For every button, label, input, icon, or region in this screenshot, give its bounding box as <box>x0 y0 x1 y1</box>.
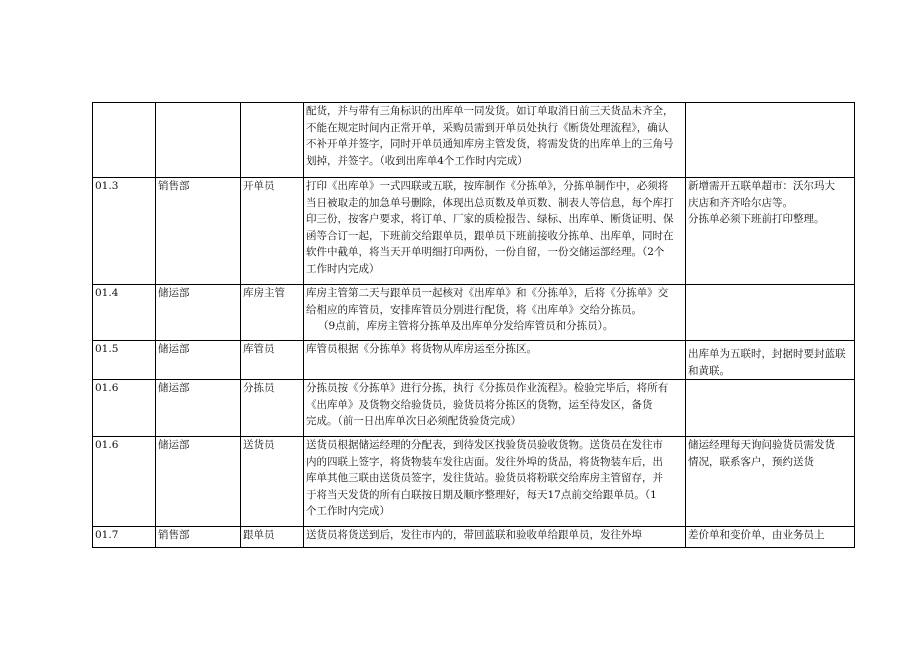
step-number-cell: 01.4 <box>93 285 156 341</box>
step-number-cell: 01.7 <box>93 527 156 548</box>
description-cell <box>304 527 686 548</box>
note-cell <box>686 527 855 548</box>
description-line: （9点前，库房主管将分拣单及出库单分发给库管员和分拣员）。 <box>318 320 614 332</box>
description-line: 不能在规定时间内正常开单，采购员需到开单员处执行《断货处理流程》，确认 <box>306 121 669 134</box>
department-cell: 储运部 <box>156 437 241 527</box>
description-cell <box>304 285 686 341</box>
table-row <box>93 341 855 380</box>
role-cell <box>241 103 304 178</box>
table-row <box>93 527 855 548</box>
table-row <box>93 103 855 178</box>
description-line: 库管员根据《分拣单》将货物从库房运至分拣区。 <box>306 343 537 355</box>
description-line: 当日被取走的加急单号删除，体现出总页数及单页数、制表人等信息，每个库打 <box>306 196 674 209</box>
description-cell <box>304 380 686 437</box>
description-line: 送货员将货送到后，发往市内的，带回蓝联和验收单给跟单员，发往外埠 <box>306 529 642 541</box>
role-cell: 送货员 <box>241 437 304 527</box>
description-line: 送货员根据储运经理的分配表，到待发区找验货员验收货物。送货员在发往市 <box>306 439 663 451</box>
description-line: 工作时内完成） <box>306 262 380 275</box>
table-row <box>93 285 855 341</box>
note-cell <box>686 341 855 380</box>
description-line: 给相应的库管员，安排库管员分别进行配货，将《出库单》交给分拣员。 <box>306 303 642 316</box>
description-line: 《出库单》及货物交给验货员，验货员将分拣区的货物，运至待发区，备货 <box>306 398 653 411</box>
table-row <box>93 380 855 437</box>
description-line: 打印《出库单》一式四联或五联，按库制作《分拣单》，分拣单制作中，必须将 <box>306 180 669 192</box>
role-cell: 跟单员 <box>241 527 304 548</box>
note-line: 分拣单必须下班前打印整理。 <box>688 213 825 225</box>
step-number-cell: 01.6 <box>93 437 156 527</box>
note-line: 出库单为五联时，封据时要封蓝联 <box>688 348 846 360</box>
note-cell <box>686 285 855 341</box>
note-line: 庆店和齐齐哈尔店等。 <box>688 196 793 209</box>
role-cell: 库管员 <box>241 341 304 380</box>
department-cell: 储运部 <box>156 285 241 341</box>
table-row <box>93 178 855 285</box>
department-cell: 储运部 <box>156 341 241 380</box>
description-line: 个工作时内完成） <box>306 505 390 517</box>
note-line: 情况，联系客户，预约送货 <box>688 455 814 468</box>
note-cell <box>686 380 855 437</box>
step-number-cell: 01.6 <box>93 380 156 437</box>
role-cell: 开单员 <box>241 178 304 285</box>
role-cell: 分拣员 <box>241 380 304 437</box>
description-cell <box>304 103 686 178</box>
description-line: 分拣员按《分拣单》进行分拣，执行《分拣员作业流程》。检验完毕后，将所有 <box>306 382 669 394</box>
description-line: 划掉，并签字。（收到出库单4个工作时内完成） <box>306 154 528 167</box>
department-cell <box>156 103 241 178</box>
description-line: 库单其他三联由送货员签字，发往货站。验货员将粉联交给库房主管留存，并 <box>306 472 663 484</box>
description-line: 库房主管第二天与跟单员一起核对《出库单》和《分拣单》，后将《分拣单》交 <box>306 287 669 299</box>
process-table <box>92 102 855 548</box>
note-cell <box>686 437 855 527</box>
description-line: 完成。（前一日出库单次日必须配货验货完成） <box>306 415 522 427</box>
note-line: 和黄联。 <box>688 364 730 377</box>
table-row <box>93 437 855 527</box>
note-line: 新增需开五联单超市：沃尔玛大 <box>688 180 835 192</box>
note-cell <box>686 178 855 285</box>
description-line: 配货，并与带有三角标识的出库单一同发货。如订单取消日前三天货品未齐全， <box>306 105 674 117</box>
department-cell: 销售部 <box>156 527 241 548</box>
description-line: 函等合订一起，下班前交给跟单员，跟单员下班前接收分拣单、出库单，同时在 <box>306 229 674 242</box>
step-number-cell <box>93 103 156 178</box>
description-line: 内的四联上签字，将货物装车发往店面。发往外埠的货品，将货物装车后，出 <box>306 455 663 468</box>
note-line: 储运经理每天询问验货员需发货 <box>688 439 835 451</box>
step-number-cell: 01.5 <box>93 341 156 380</box>
description-cell <box>304 437 686 527</box>
role-cell: 库房主管 <box>241 285 304 341</box>
department-cell: 销售部 <box>156 178 241 285</box>
description-line: 于将当天发货的所有白联按日期及顺序整理好，每天17点前交给跟单员。（1 <box>306 488 657 501</box>
department-cell: 储运部 <box>156 380 241 437</box>
description-cell <box>304 178 686 285</box>
step-number-cell: 01.3 <box>93 178 156 285</box>
description-line: 印三份，按客户要求，将订单、厂家的质检报告、绿标、出库单、断货证明、保 <box>306 213 674 225</box>
description-line: 不补开单并签字，同时开单员通知库房主管发货，将需发货的出库单上的三角号 <box>306 138 674 150</box>
description-line: 软件中截单，将当天开单明细打印两份，一份自留，一份交储运部经理。（2个 <box>306 246 665 258</box>
note-cell <box>686 103 855 178</box>
description-cell <box>304 341 686 380</box>
note-line: 差价单和变价单，由业务员上 <box>688 529 825 541</box>
